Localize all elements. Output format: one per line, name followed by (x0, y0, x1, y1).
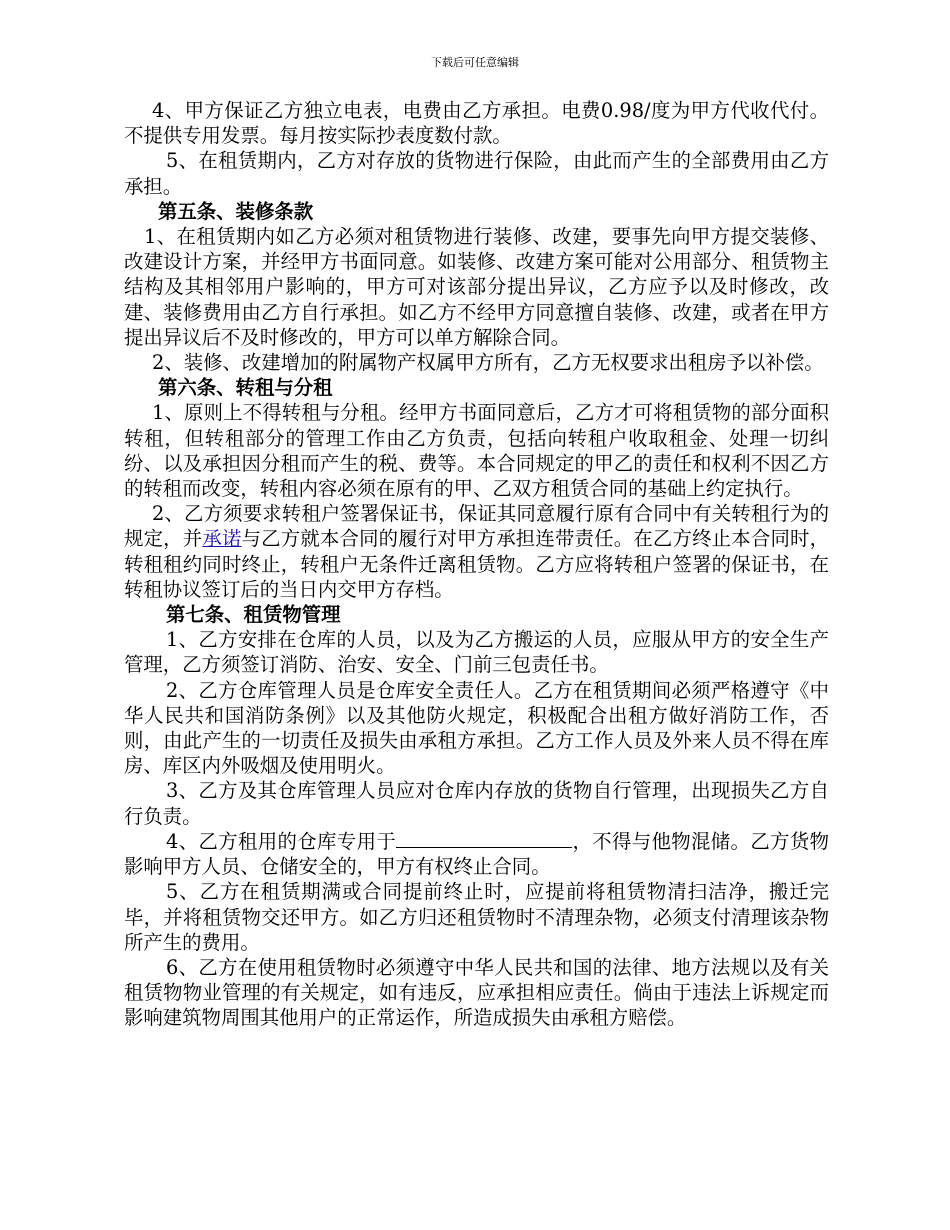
article-7-clause-5: 5、乙方在租赁期满或合同提前终止时，应提前将租赁物清扫洁净，搬迁完毕，并将租赁物交还甲方。如乙方归还租赁物时不清理杂物，必须支付清理该杂物所产生的费用。 (124, 880, 829, 954)
clause-insurance: 5、在租赁期内，乙方对存放的货物进行保险，由此而产生的全部费用由乙方承担。 (124, 149, 829, 198)
article-6-clause-2-part-b: 与乙方就本合同的履行对甲方承担连带责任。在乙方终止本合同时，转租租约同时终止，转租户无条件迁离租赁物。乙方应将转租户签署的保证书，在转租协议签订后的当日内交甲方存档。 (124, 527, 830, 601)
article-7-clause-4 (124, 829, 829, 879)
article-7-clause-1: 1、乙方安排在仓库的人员，以及为乙方搬运的人员，应服从甲方的安全生产管理，乙方须签订消防、治安、安全、门前三包责任书。 (124, 628, 829, 677)
page-header: 下载后可任意编辑 (431, 56, 519, 69)
contract-body (124, 98, 829, 1031)
article-7-clause-4-part-a: 4、乙方租用的仓库专用于 (166, 829, 397, 853)
article-6-clause-2-part-a: 2、乙方须要求转租户签署保证书，保证其同意履行原有合同中有关转租行为的规定，并 (124, 502, 829, 551)
article-6-clause-1: 1、原则上不得转租与分租。经甲方书面同意后，乙方才可将租赁物的部分面积转租，但转租部分的管理工作由乙方负责，包括向转租户收取租金、处理一切纠纷、以及承担因分租而产生的税、费等。本合同规定的甲乙的责任和权利不因乙方的转租而改变，转租内容必须在原有的甲、乙双方租赁合同的基础上约定执行。 (124, 401, 829, 501)
promise-link[interactable]: 承诺 (202, 527, 242, 551)
article-7-clause-3: 3、乙方及其仓库管理人员应对仓库内存放的货物自行管理，出现损失乙方自行负责。 (124, 779, 829, 828)
article-6-clause-2 (124, 501, 829, 602)
article-6-title: 第六条、转租与分租 (158, 376, 333, 400)
article-7-clause-2: 2、乙方仓库管理人员是仓库安全责任人。乙方在租赁期间必须严格遵守《中华人民共和国消防条例》以及其他防火规定，积极配合出租方做好消防工作，否则，由此产生的一切责任及损失由承租方承担。乙方工作人员及外来人员不得在库房、库区内外吸烟及使用明火。 (124, 678, 829, 778)
article-5-title: 第五条、装修条款 (158, 199, 314, 223)
fill-in-blank (396, 829, 572, 848)
article-7-title: 第七条、租赁物管理 (166, 603, 341, 627)
article-5-clause-2: 2、装修、改建增加的附属物产权属甲方所有，乙方无权要求出租房予以补偿。 (152, 351, 824, 375)
article-7-clause-6: 6、乙方在使用租赁物时必须遵守中华人民共和国的法律、地方法规以及有关租赁物物业管理的有关规定，如有违反，应承担相应责任。倘由于违法上诉规定而影响建筑物周围其他用户的正常运作，所造成损失由承租方赔偿。 (124, 955, 829, 1030)
article-7-clause-4-part-b: ，不得与他物混储。乙方货物影响甲方人员、仓储安全的，甲方有权终止合同。 (124, 829, 829, 879)
clause-electricity: 4、甲方保证乙方独立电表，电费由乙方承担。电费0.98/度为甲方代收代付。不提供专用发票。每月按实际抄表度数付款。 (124, 99, 829, 148)
article-5-clause-1: 1、在租赁期内如乙方必须对租赁物进行装修、改建，要事先向甲方提交装修、改建设计方案，并经甲方书面同意。如装修、改建方案可能对公用部分、租赁物主结构及其相邻用户影响的，甲方可对该部分提出异议，乙方应予以及时修改，改建、装修费用由乙方自行承担。如乙方不经甲方同意擅自装修、改建，或者在甲方提出异议后不及时修改的，甲方可以单方解除合同。 (124, 225, 829, 349)
